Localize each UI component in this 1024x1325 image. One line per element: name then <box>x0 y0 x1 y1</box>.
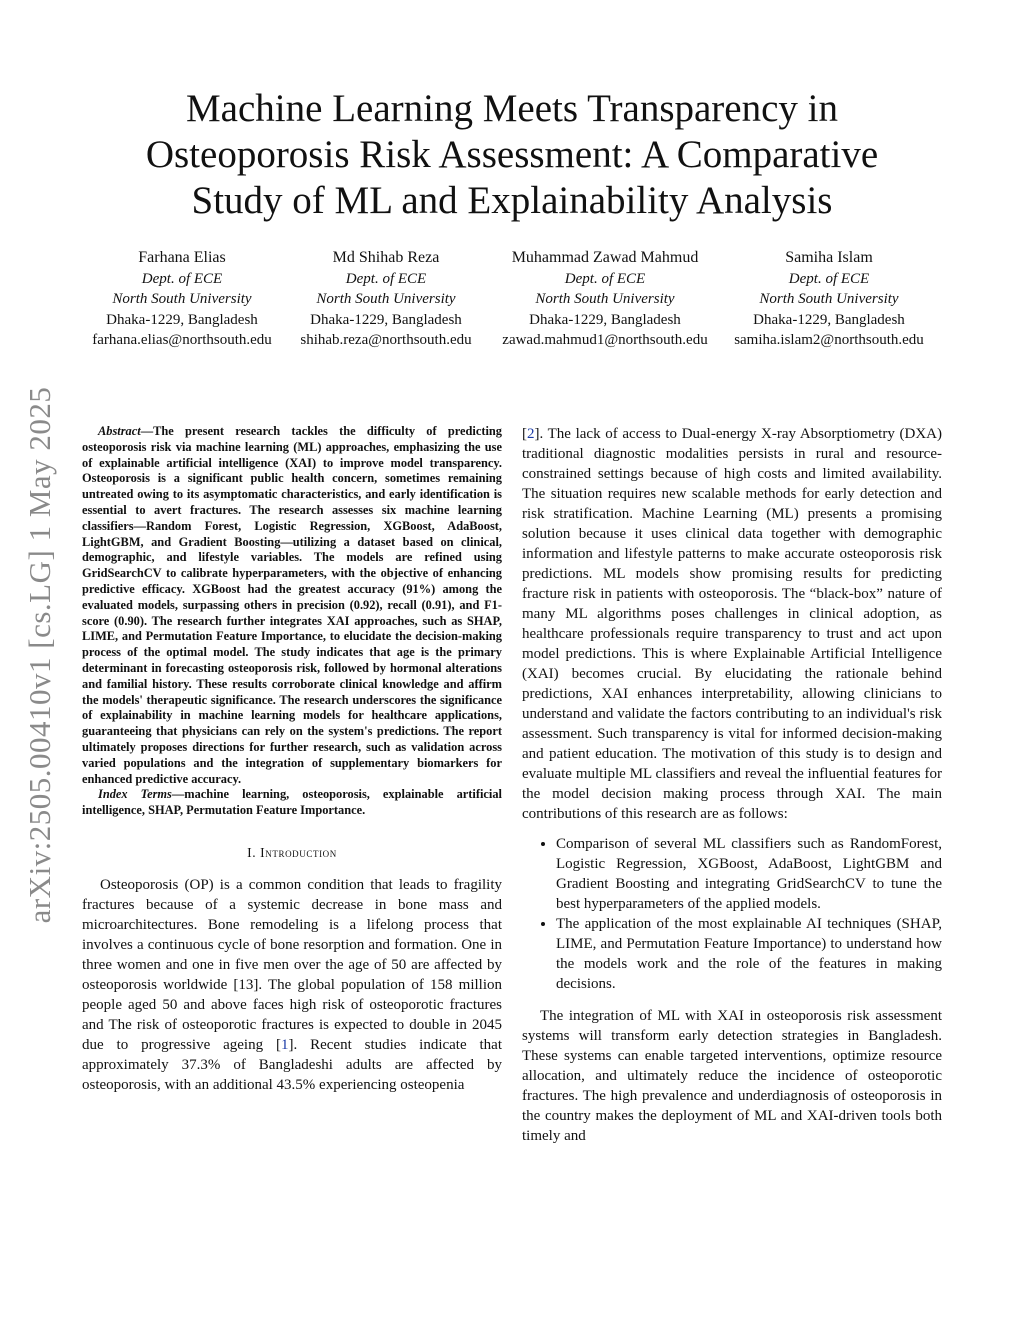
author-email[interactable]: shihab.reza@northsouth.edu <box>300 332 472 348</box>
author-dept: Dept. of ECE <box>564 270 646 287</box>
citation-link[interactable]: 2 <box>527 426 535 442</box>
abstract-text: —The present research tackles the difficulty of predicting osteoporosis risk via machine learning (ML) approaches, emphasizing the use of explainable artificial intelligence (XAI) to improve model transparency. Osteoporosis is a significant public health concern, sometimes remaining untreated owing to its asymptomatic characteristics, and early identification is essential to avert fractures. The research assesses six machine learning classifiers—Random Forest, Logistic Regression, XGBoost, AdaBoost, LightGBM, and Gradient Boosting—utilizing a dataset based on clinical, demographic, and lifestyle variables. The models are refined using GridSearchCV to calibrate hyperparameters, with the objective of enhancing predictive efficacy. XGBoost had the greatest accuracy (91%) among the evaluated models, surpassing others in precision (0.92), recall (0.91), and F1-score (0.90). The research further integrates XAI approaches, such as SHAP, LIME, and Permutation Feature Importance, to elucidate the decision-making process of the optimal model. The study indicates that age is the primary determinant in forecasting osteoporosis risk, followed by hormonal alterations and familial history. These results corroborate clinical knowledge and affirm the models' therapeutic significance. The research underscores the significance of explainability in machine learning models for healthcare applications, guaranteeing that physicians can rely on the system's predictions. The report ultimately proposes directions for further research, such as validation across varied populations and the integration of supplementary biomarkers for enhanced predictive accuracy. <box>82 424 502 786</box>
intro-paragraph-1 <box>82 875 502 1095</box>
citation-link[interactable]: 1 <box>280 1036 289 1053</box>
bracket: [ <box>522 426 527 442</box>
author-city: Dhaka-1229, Bangladesh <box>529 311 681 328</box>
author-name: Md Shihab Reza <box>332 249 440 266</box>
abstract-lead: Abstract <box>98 424 141 438</box>
author-dept: Dept. of ECE <box>345 270 427 287</box>
author-dept: Dept. of ECE <box>141 270 223 287</box>
author-university: North South University <box>759 291 899 307</box>
index-terms <box>82 787 502 819</box>
arxiv-identifier-text: arXiv:2505.00410v1 [cs.LG] 1 May 2025 <box>22 386 57 924</box>
author-email[interactable]: farhana.elias@northsouth.edu <box>92 332 272 348</box>
author-university: North South University <box>316 291 456 307</box>
author-4 <box>724 248 934 351</box>
author-1 <box>72 248 292 351</box>
author-university: North South University <box>112 291 252 307</box>
intro-text: Osteoporosis (OP) is a common condition that leads to fragility fractures because of a systemic decrease in bone mass and microarchitectures. Bone remodeling is a lifelong process that involves a continuous cycle of bone resorption and formation. One in three women and one in five men over the age of 50 are affected by osteoporosis worldwide [13]. The global population of 158 million people aged 50 and above faces high risk of osteoporotic fractures and The risk of osteoporotic fractures is expected to double in 2045 due to progressive ageing [ <box>82 876 502 1053</box>
index-terms-text: —machine learning, osteoporosis, explainable artificial intelligence, SHAP, Permutation Feature Importance. <box>82 787 502 818</box>
author-2 <box>294 248 478 351</box>
paper-title <box>100 86 924 224</box>
title-line: Osteoporosis Risk Assessment: A Comparative <box>145 133 879 176</box>
intro-text: ]. The lack of access to Dual-energy X-ray Absorptiometry (DXA) traditional diagnostic modalities persists in rural and resource-constrained settings because of high costs and limited availability. The situation requires new scalable methods for early detection and risk stratification. Machine Learning (ML) presents a promising solution because it uses clinical data together with demographic information and lifestyle patterns to make accurate osteoporosis risk predictions. ML models show promising results for predicting fracture risk in patients with osteoporosis. The “black-box” nature of many ML algorithms poses challenges in clinical adoption, as healthcare professionals require transparency to trust and act upon model predictions. This is where Explainable Artificial Intelligence (XAI) becomes crucial. By elucidating the rationale behind predictions, XAI enhances interpretability, allowing clinicians to understand and validate the factors contributing to an individual's risk assessment. Such transparency is vital for informed decision-making and patient education. The motivation of this study is to design and evaluate multiple ML classifiers and reveal the influential features for the model decision making process through XAI. The main contributions of this research are as follows: <box>522 426 942 822</box>
intro-paragraph-2: The integration of ML with XAI in osteoporosis risk assessment systems will transform early detection strategies in Bangladesh. These systems can enable targeted interventions, optimize resource allocation, and ultimately reduce the incidence of osteoporotic fractures. The high prevalence and underdiagnosis of osteoporosis in the country makes the deployment of ML and XAI-driven tools both timely and <box>522 1008 942 1144</box>
list-item: • Comparison of several ML classifiers such as RandomForest, Logistic Regression, XGBoost, AdaBoost, LightGBM and Gradient Boosting and integrating GridSearchCV to tune the best hyperparameters of the applied models. <box>556 834 942 914</box>
author-university: North South University <box>535 291 675 307</box>
title-line: Machine Learning Meets Transparency in <box>186 87 838 130</box>
author-3 <box>490 248 720 351</box>
list-item: • The application of the most explainable AI techniques (SHAP, LIME, and Permutation Feature Importance) to understand how the models work and the role of the features in making decisions. <box>556 914 942 994</box>
author-city: Dhaka-1229, Bangladesh <box>753 311 905 328</box>
author-email[interactable]: samiha.islam2@northsouth.edu <box>734 332 924 348</box>
left-column <box>82 424 502 1095</box>
section-heading: I. Introduction <box>247 844 337 860</box>
author-city: Dhaka-1229, Bangladesh <box>106 311 258 328</box>
author-block <box>72 248 964 358</box>
author-name: Samiha Islam <box>785 249 873 266</box>
author-email[interactable]: zawad.mahmud1@northsouth.edu <box>502 332 708 348</box>
author-city: Dhaka-1229, Bangladesh <box>310 311 462 328</box>
arxiv-identifier <box>10 350 70 960</box>
right-column <box>522 424 942 1146</box>
title-line: Study of ML and Explainability Analysis <box>191 179 833 222</box>
contributions-list <box>522 834 942 994</box>
intro-text: ]. Recent studies indicate that approximately 37.3% of Bangladeshi adults are affected by osteoporosis, with an additional 43.5% experiencing osteopenia <box>82 1036 503 1093</box>
abstract <box>82 424 502 787</box>
author-name: Muhammad Zawad Mahmud <box>511 249 699 266</box>
intro-paragraph-1-continued <box>522 424 942 824</box>
author-dept: Dept. of ECE <box>788 270 870 287</box>
author-name: Farhana Elias <box>138 249 226 266</box>
index-terms-lead: Index Terms <box>98 787 172 802</box>
